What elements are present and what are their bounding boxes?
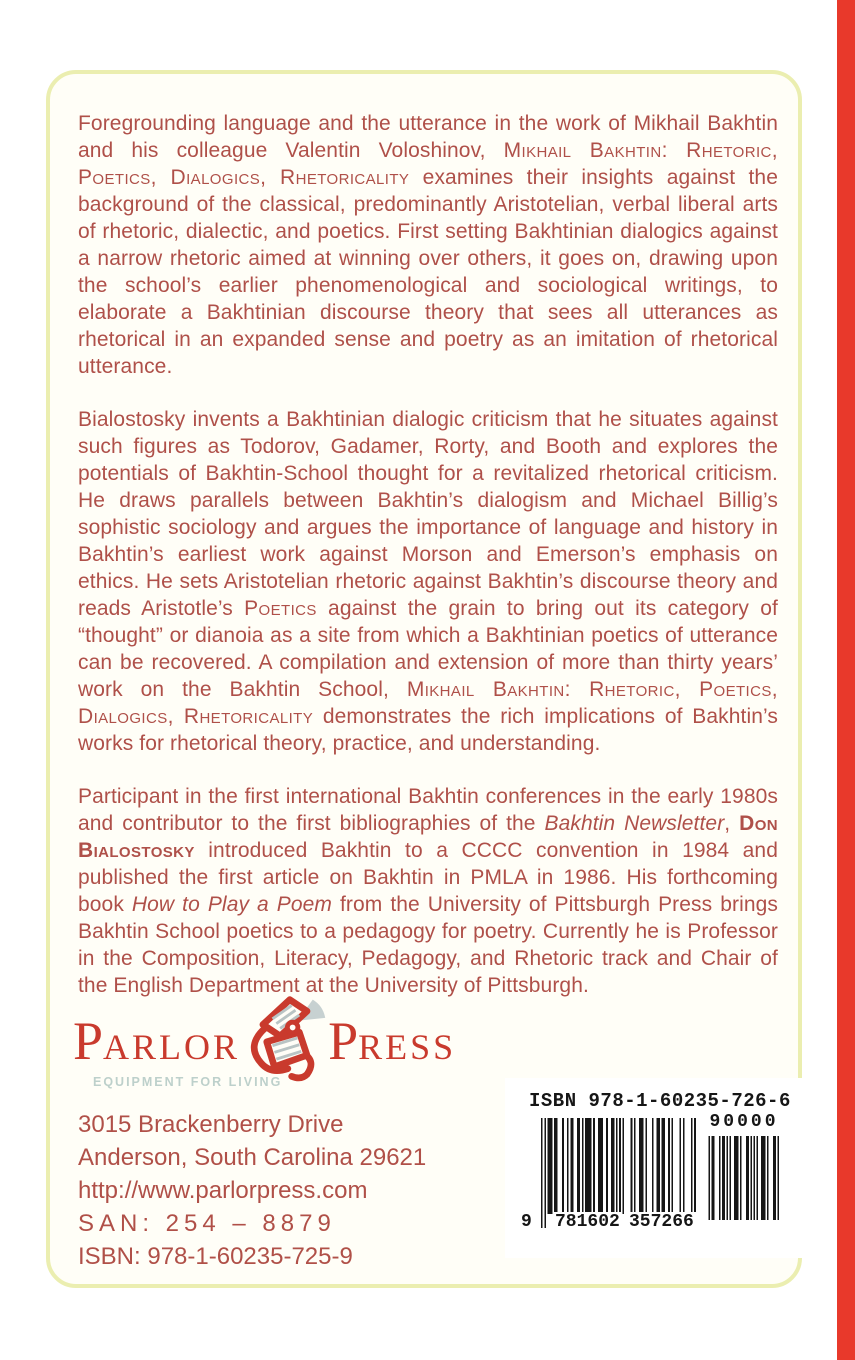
san-line: SAN: 254 – 8879 bbox=[78, 1210, 336, 1237]
parlor-press-book-logo-icon bbox=[236, 992, 332, 1084]
cover-paragraph: Foregrounding language and the utterance in the work of Mikhail Bakhtin and his colleague Valentin Voloshinov, Mikhail Bakhtin: Rhetoric, Poetics, Dialogics, Rhetoricality examines their insights against the background of the classical, predominantly Aristotelian, verbal liberal arts of rhetoric, dialectic, and poetics. First setting Bakhtinian dialogics against a narrow rhetoric aimed at winning over others, it goes on, drawing upon the school’s earlier phenomenological and sociological writings, to elaborate a Bakhtinian discourse theory that sees all utterances as rhetorical in an expanded sense and poetry as an imitation of rhetorical utterance. bbox=[78, 112, 778, 378]
address-line-url: http://www.parlorpress.com bbox=[78, 1177, 368, 1204]
ean5-addon-barcode bbox=[707, 1136, 781, 1222]
barcode-isbn-text: ISBN 978-1-60235-726-6 bbox=[529, 1090, 791, 1112]
isbn-line: ISBN: 978-1-60235-725-9 bbox=[78, 1243, 353, 1270]
barcode-digit-left: 9 bbox=[521, 1212, 532, 1232]
cover-paragraphs bbox=[78, 110, 778, 1025]
address-line-street: 3015 Brackenberry Drive bbox=[78, 1111, 344, 1138]
price-addon-text: 90000 bbox=[709, 1112, 779, 1132]
address-line-city: Anderson, South Carolina 29621 bbox=[78, 1144, 427, 1171]
spine-stripe bbox=[837, 0, 855, 1360]
logo-row bbox=[73, 995, 533, 1087]
barcode-digits-group1: 781602 bbox=[555, 1212, 620, 1232]
logo-wordmark-parlor: PARLOR bbox=[73, 1011, 241, 1071]
back-cover-panel bbox=[46, 70, 802, 1288]
publisher-address bbox=[78, 1108, 426, 1273]
cover-paragraph: Bialostosky invents a Bakhtinian dialogic criticism that he situates against such figures as Todorov, Gadamer, Rorty, and Booth and explores the potentials of Bakhtin-School thought for a revitalized rhetorical criticism. He draws parallels between Bakhtin’s dialogism and Michael Billig’s sophistic sociology and argues the importance of language and history in Bakhtin’s earliest work against Morson and Emerson’s emphasis on ethics. He sets Aristotelian rhetoric against Bakhtin’s discourse theory and reads Aristotle’s Poetics against the grain to bring out its category of “thought” or dianoia as a site from which a Bakhtinian poetics of utterance can be recovered. A compilation and extension of more than thirty years’ work on the Bakhtin School, Mikhail Bakhtin: Rhetoric, Poetics, Dialogics, Rhetoricality demonstrates the rich implications of Bakhtin’s works for rhetorical theory, practice, and understanding. bbox=[78, 408, 778, 755]
barcode-digits-group2: 357266 bbox=[629, 1212, 694, 1232]
logo-wordmark-press: PRESS bbox=[328, 1011, 457, 1071]
barcode-block bbox=[505, 1078, 807, 1258]
publisher-logo bbox=[73, 995, 533, 1105]
cover-paragraph: Participant in the first international Bakhtin conferences in the early 1980s and contributor to the first bibliographies of the Bakhtin Newsletter, Don Bialostosky introduced Bakhtin to a CCCC convention in 1984 and published the first article on Bakhtin in PMLA in 1986. His forthcoming book How to Play a Poem from the University of Pittsburgh Press brings Bakhtin School poetics to a pedagogy for poetry. Currently he is Professor in the Composition, Literacy, Pedagogy, and Rhetoric track and Chair of the English Department at the University of Pittsburgh. bbox=[78, 785, 778, 997]
logo-tagline: EQUIPMENT FOR LIVING bbox=[93, 1075, 283, 1089]
